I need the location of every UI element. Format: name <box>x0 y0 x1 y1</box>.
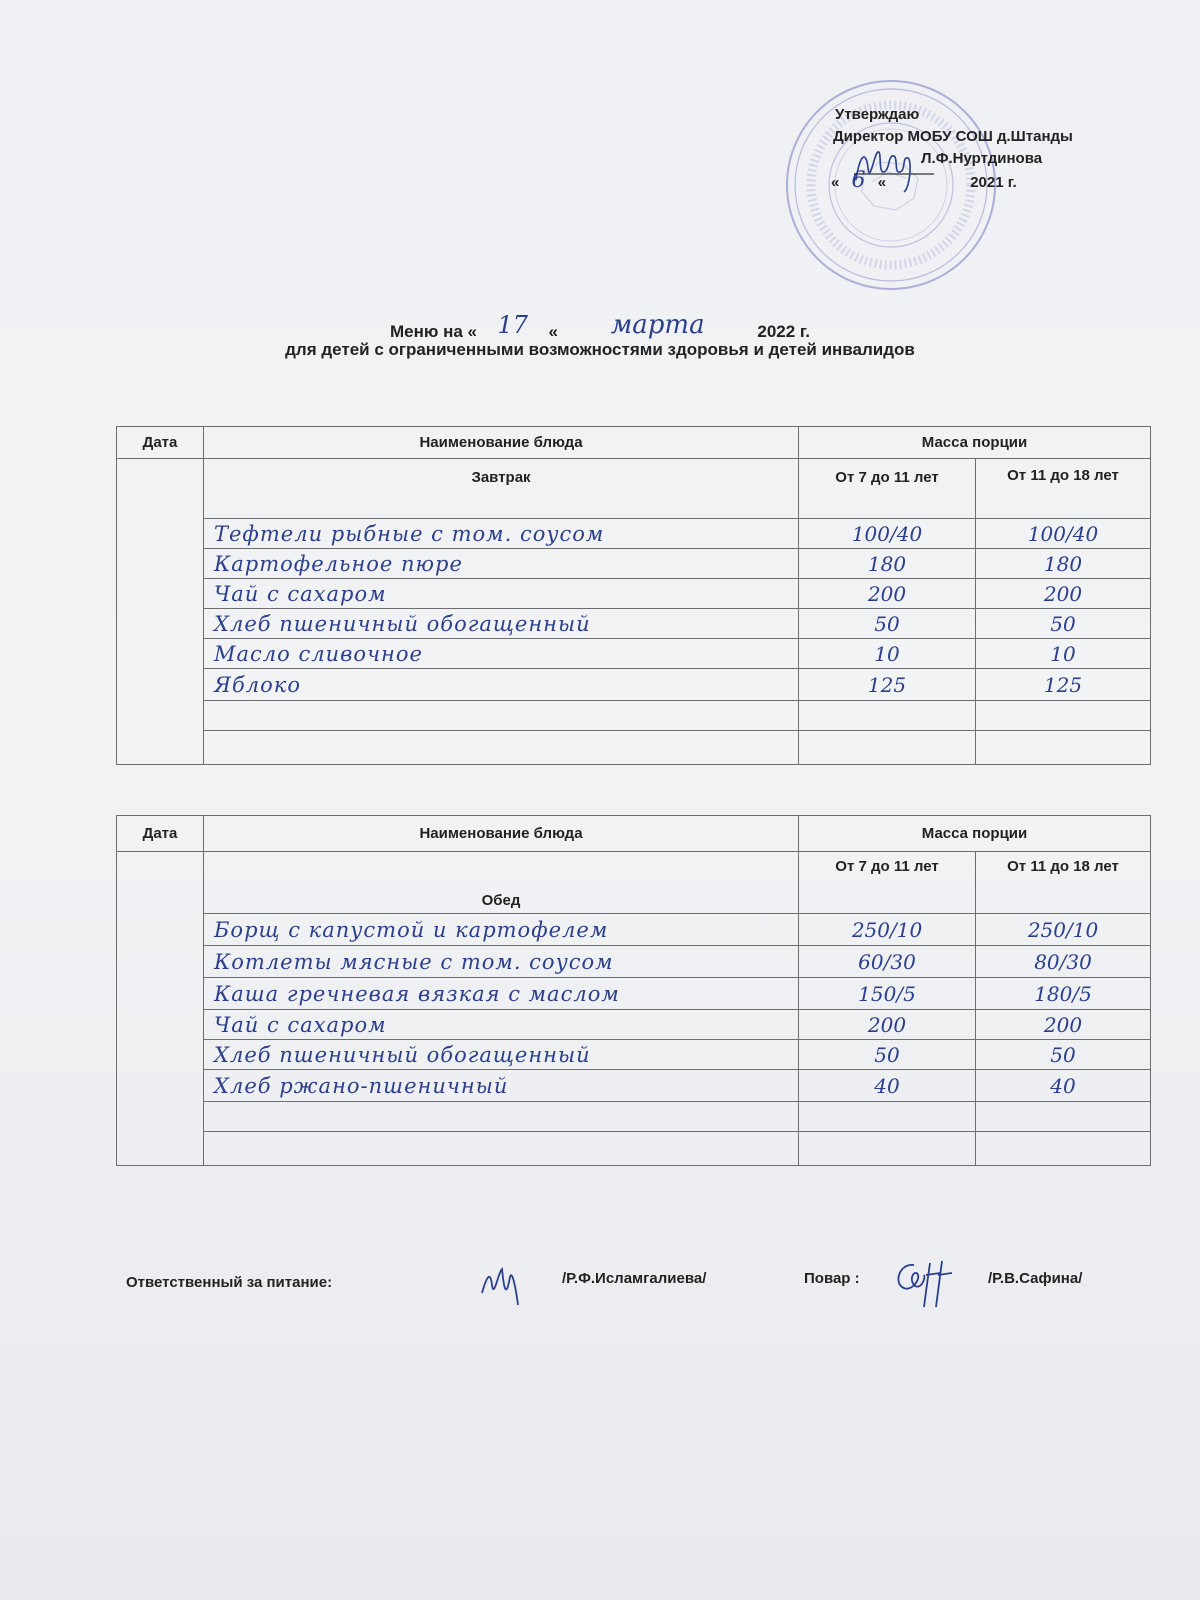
dish-cell <box>204 731 799 765</box>
approval-day: 6 <box>851 168 866 193</box>
table-row <box>117 914 1151 946</box>
table-row <box>117 701 1151 731</box>
cook-label: Повар : <box>804 1270 860 1287</box>
col-age-11-18: От 11 до 18 лет <box>976 459 1151 519</box>
date-cell <box>117 459 204 765</box>
mass-7-11-cell <box>799 1102 976 1132</box>
table-row <box>117 1102 1151 1132</box>
mass-11-18-cell: 10 <box>976 639 1151 669</box>
table-subheader-row <box>117 459 1151 519</box>
table-header-row <box>117 816 1151 852</box>
mass-7-11-cell: 40 <box>799 1070 976 1102</box>
table-row <box>117 519 1151 549</box>
mass-11-18-cell: 180/5 <box>976 978 1151 1010</box>
cook-name: /Р.В.Сафина/ <box>988 1270 1083 1287</box>
col-dish: Наименование блюда <box>204 816 799 852</box>
mass-7-11-cell: 180 <box>799 549 976 579</box>
menu-subtitle: для детей с ограниченными возможностями здоровья и детей инвалидов <box>285 340 915 359</box>
menu-title-month: марта <box>610 310 705 340</box>
approval-position: Директор МОБУ СОШ д.Штанды <box>833 128 1073 145</box>
meal-name: Завтрак <box>204 459 799 519</box>
date-cell <box>117 852 204 1166</box>
table-row <box>117 549 1151 579</box>
table-row <box>117 609 1151 639</box>
dish-cell: Хлеб ржано-пшеничный <box>204 1070 799 1102</box>
mass-7-11-cell: 100/40 <box>799 519 976 549</box>
menu-title-prefix: Меню на « <box>389 322 477 341</box>
mass-7-11-cell: 200 <box>799 1010 976 1040</box>
mass-7-11-cell: 10 <box>799 639 976 669</box>
table-header-row <box>117 427 1151 459</box>
col-mass: Масса порции <box>799 427 1151 459</box>
mass-7-11-cell: 50 <box>799 609 976 639</box>
mass-11-18-cell: 80/30 <box>976 946 1151 978</box>
col-date: Дата <box>117 427 204 459</box>
table-row <box>117 639 1151 669</box>
dish-cell: Чай с сахаром <box>204 1010 799 1040</box>
mass-7-11-cell <box>799 1132 976 1166</box>
mass-11-18-cell: 180 <box>976 549 1151 579</box>
mass-11-18-cell: 50 <box>976 609 1151 639</box>
table-row <box>117 1070 1151 1102</box>
col-dish: Наименование блюда <box>204 427 799 459</box>
table-row <box>117 731 1151 765</box>
table-row <box>117 1040 1151 1070</box>
table-row <box>117 669 1151 701</box>
col-age-11-18: От 11 до 18 лет <box>976 852 1151 914</box>
table-row <box>117 579 1151 609</box>
approval-year: 2021 г. <box>970 174 1017 191</box>
dish-cell: Хлеб пшеничный обогащенный <box>204 1040 799 1070</box>
table-row <box>117 978 1151 1010</box>
lunch-table <box>116 815 1151 1166</box>
table-row <box>117 1010 1151 1040</box>
col-mass: Масса порции <box>799 816 1151 852</box>
mass-11-18-cell <box>976 1102 1151 1132</box>
approval-director-name: Л.Ф.Нуртдинова <box>921 150 1043 167</box>
table-row <box>117 946 1151 978</box>
mass-11-18-cell: 250/10 <box>976 914 1151 946</box>
signatures-footer <box>0 1265 1200 1305</box>
mass-11-18-cell: 40 <box>976 1070 1151 1102</box>
mass-7-11-cell <box>799 731 976 765</box>
col-date: Дата <box>117 816 204 852</box>
mass-7-11-cell: 125 <box>799 669 976 701</box>
mass-11-18-cell: 200 <box>976 1010 1151 1040</box>
mass-11-18-cell: 200 <box>976 579 1151 609</box>
dish-cell: Картофельное пюре <box>204 549 799 579</box>
dish-cell: Тефтели рыбные с том. соусом <box>204 519 799 549</box>
dish-cell <box>204 1102 799 1132</box>
table-subheader-row <box>117 852 1151 914</box>
approval-quote-close: « <box>877 174 887 191</box>
menu-title-day: 17 <box>497 311 528 339</box>
mass-11-18-cell: 100/40 <box>976 519 1151 549</box>
mass-7-11-cell: 60/30 <box>799 946 976 978</box>
mass-7-11-cell: 250/10 <box>799 914 976 946</box>
dish-cell <box>204 701 799 731</box>
col-age-7-11: От 7 до 11 лет <box>799 459 976 519</box>
dish-cell: Хлеб пшеничный обогащенный <box>204 609 799 639</box>
table-row <box>117 1132 1151 1166</box>
responsible-label: Ответственный за питание: <box>126 1274 333 1291</box>
responsible-name: /Р.Ф.Исламгалиева/ <box>562 1270 707 1287</box>
meal-name: Обед <box>204 852 799 914</box>
dish-cell: Борщ с капустой и картофелем <box>204 914 799 946</box>
col-age-7-11: От 7 до 11 лет <box>799 852 976 914</box>
menu-title-year: 2022 г. <box>757 322 811 341</box>
dish-cell: Котлеты мясные с том. соусом <box>204 946 799 978</box>
dish-cell: Яблоко <box>204 669 799 701</box>
mass-11-18-cell <box>976 701 1151 731</box>
menu-title-sep: « <box>548 322 558 341</box>
director-signature <box>848 144 938 196</box>
mass-7-11-cell: 50 <box>799 1040 976 1070</box>
dish-cell: Чай с сахаром <box>204 579 799 609</box>
mass-11-18-cell: 50 <box>976 1040 1151 1070</box>
dish-cell: Масло сливочное <box>204 639 799 669</box>
cook-signature <box>890 1251 970 1311</box>
approval-quote-open: « <box>831 174 840 191</box>
dish-cell: Каша гречневая вязкая с маслом <box>204 978 799 1010</box>
breakfast-table <box>116 426 1151 765</box>
mass-7-11-cell: 150/5 <box>799 978 976 1010</box>
mass-11-18-cell <box>976 1132 1151 1166</box>
mass-11-18-cell <box>976 731 1151 765</box>
mass-7-11-cell: 200 <box>799 579 976 609</box>
mass-11-18-cell: 125 <box>976 669 1151 701</box>
mass-7-11-cell <box>799 701 976 731</box>
dish-cell <box>204 1132 799 1166</box>
responsible-signature <box>476 1259 536 1309</box>
approval-heading: Утверждаю <box>835 106 920 123</box>
